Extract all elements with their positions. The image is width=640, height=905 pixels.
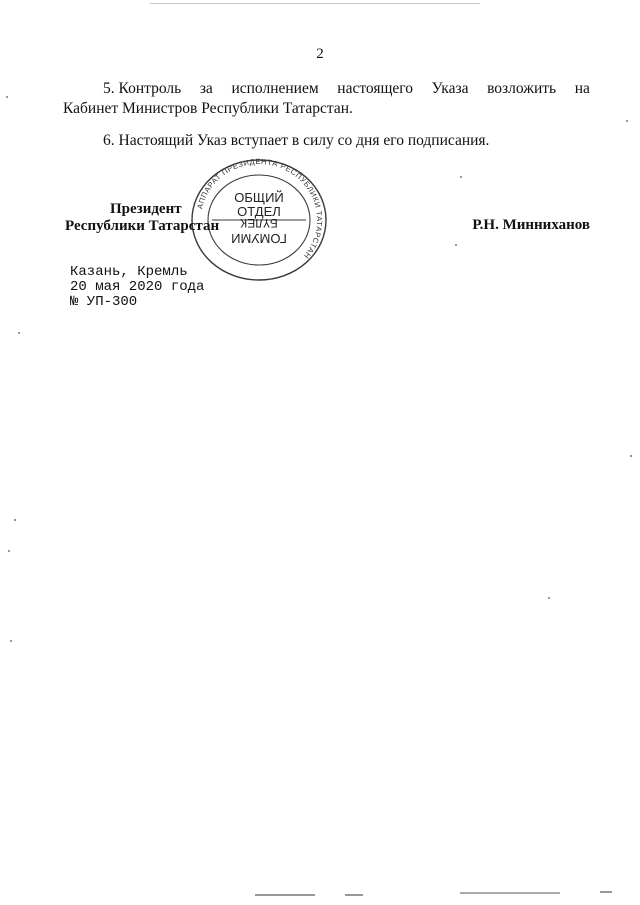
date: 20 мая 2020 года	[70, 279, 205, 295]
footer-artifact	[460, 892, 560, 894]
scan-speck	[6, 96, 8, 98]
decree-number: № УП-300	[70, 294, 138, 310]
signatory-name: Р.Н. Минниханов	[472, 217, 590, 233]
scan-speck	[10, 640, 12, 642]
scan-speck	[626, 120, 628, 122]
paragraph-5	[63, 79, 590, 119]
scan-speck	[460, 176, 462, 178]
word: 5. Контроль	[103, 80, 182, 97]
place-date-block	[70, 265, 204, 310]
signatory-title-line-1: Президент	[110, 201, 182, 217]
stamp-ring-textpath: АППАРАТ ПРЕЗИДЕНТА РЕСПУБЛИКИ ТАТАРСТАН	[195, 158, 325, 261]
signatory-title-line-2: Республики Татарстан	[65, 218, 220, 234]
scan-speck	[14, 519, 16, 521]
scan-speck	[18, 332, 20, 334]
stamp-line-3: ГОМУМИ	[231, 231, 287, 246]
scan-speck	[548, 597, 550, 599]
page-number: 2	[316, 46, 324, 62]
word: на	[574, 80, 590, 97]
stamp-line-2: ОТДЕЛ	[237, 204, 281, 219]
place: Казань, Кремль	[70, 264, 188, 280]
scan-edge-line	[150, 3, 480, 4]
paragraph-5-line-1	[63, 79, 590, 99]
footer-artifact	[255, 894, 315, 896]
footer-artifact	[345, 894, 363, 896]
stamp-line-1: ОБЩИЙ	[234, 190, 284, 205]
paragraph-5-line-2: Кабинет Министров Республики Татарстан.	[63, 100, 353, 117]
scan-speck	[8, 550, 10, 552]
word: настоящего	[337, 80, 414, 97]
paragraph-6: 6. Настоящий Указ вступает в силу со дня его подписания.	[103, 132, 490, 149]
scan-speck	[455, 244, 457, 246]
footer-artifact	[600, 891, 612, 893]
word: возложить	[487, 80, 557, 97]
stamp-line-4: БҮЛЕК	[240, 216, 278, 230]
word: за	[199, 80, 213, 97]
scan-speck	[630, 455, 632, 457]
word: исполнением	[231, 80, 319, 97]
word: Указа	[431, 80, 469, 97]
